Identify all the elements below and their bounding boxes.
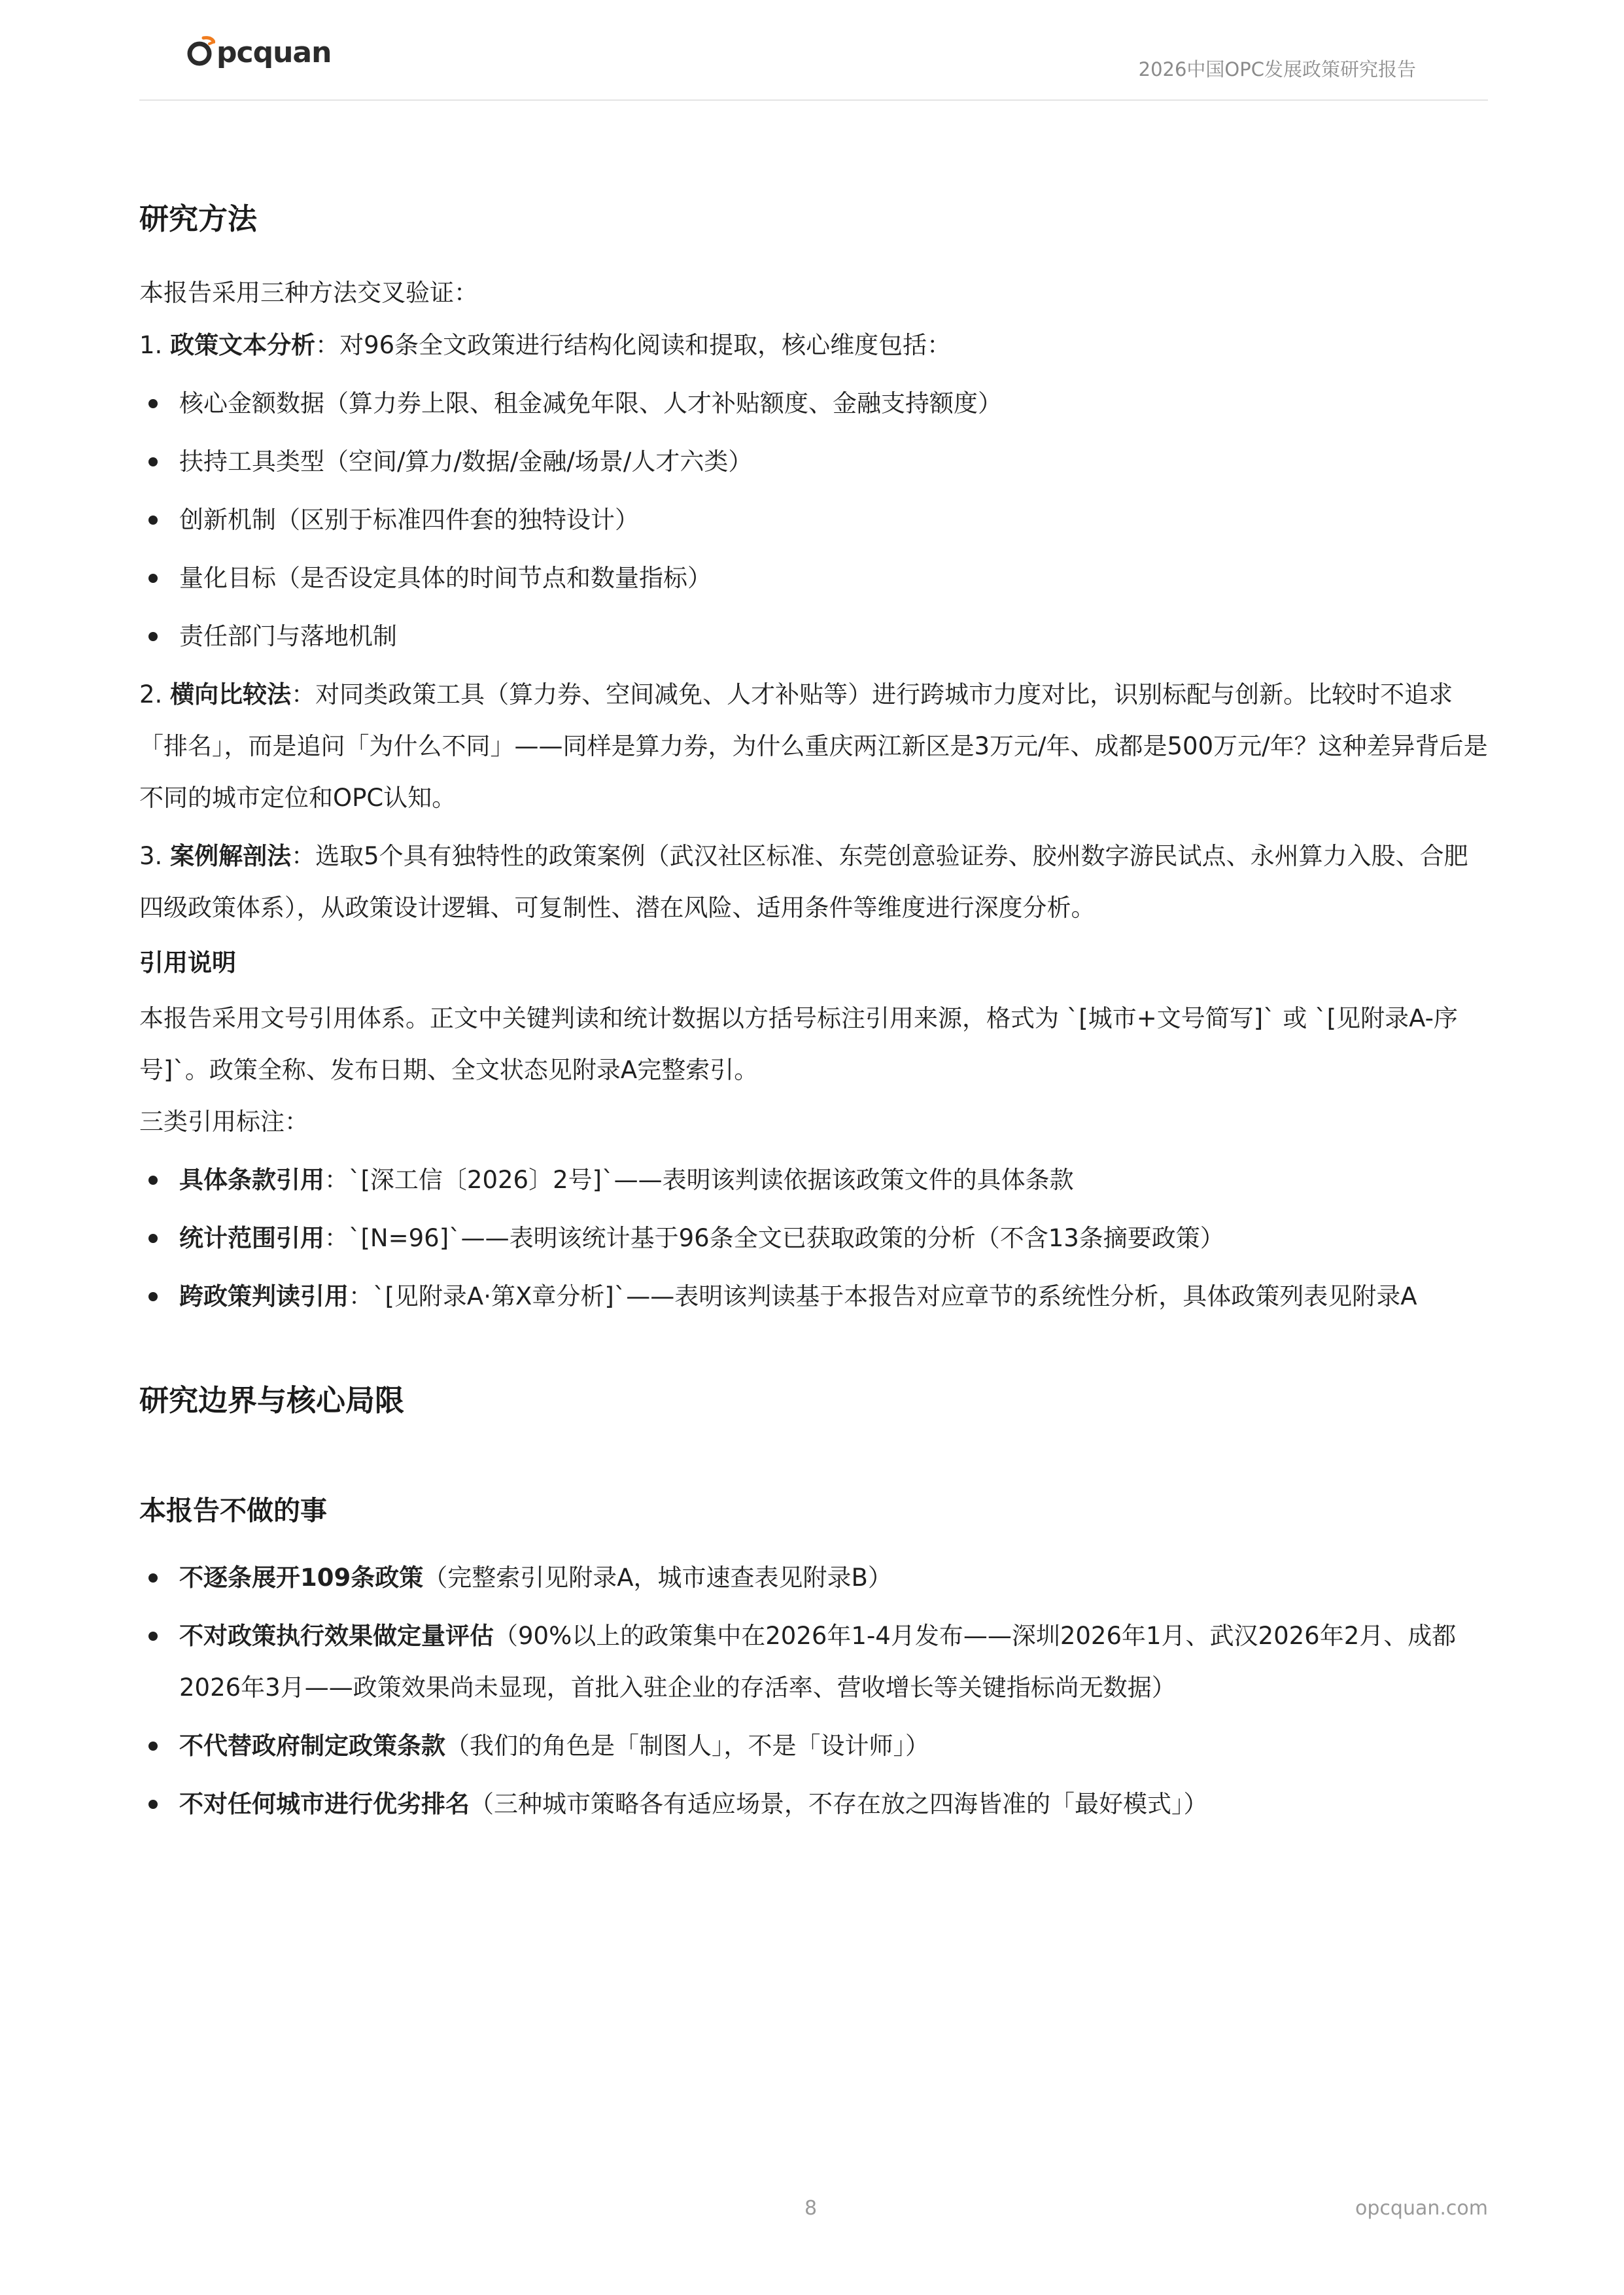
method-2-text: ：对同类政策工具（算力券、空间减免、人才补贴等）进行跨城市力度对比，识别标配与创新。比较时不追求「排名」，而是追问「为什么不同」——同样是算力券，为什么重庆两江新区是3万元/年、成都是500万元/年？这种差异背后是不同的城市定位和OPC认知。: [139, 680, 1488, 812]
method-1-number: 1.: [139, 331, 171, 359]
heading-research-boundary: 研究边界与核心局限: [139, 1383, 405, 1418]
heading-research-methods: 研究方法: [139, 201, 258, 236]
list-item: 不对任何城市进行优劣排名（三种城市策略各有适应场景，不存在放之四海皆准的「最好模式」）: [139, 1778, 1488, 1830]
logo-o-icon: [184, 34, 215, 71]
page-content: [139, 200, 1488, 1830]
report-title: 2026中国OPC发展政策研究报告: [1138, 58, 1416, 80]
method-3: [139, 830, 1488, 934]
logo-wordmark: pcquan: [216, 35, 332, 69]
heading-not-doing: 本报告不做的事: [139, 1495, 327, 1526]
heading-citation-notes: 引用说明: [139, 949, 236, 977]
page-header: [139, 33, 1488, 101]
method-2-number: 2.: [139, 680, 171, 709]
method-1-text: ：对96条全文政策进行结构化阅读和提取，核心维度包括：: [315, 331, 952, 359]
footer-site-link[interactable]: opcquan.com: [1355, 2197, 1488, 2220]
method-3-text: ：选取5个具有独特性的政策案例（武汉社区标准、东莞创意验证券、胶州数字游民试点、永州算力入股、合肥四级政策体系），从政策设计逻辑、可复制性、潜在风险、适用条件等维度进行深度分析。: [139, 842, 1468, 922]
list-item: 跨政策判读引用：`[见附录A·第X章分析]`——表明该判读基于本报告对应章节的系统性分析，具体政策列表见附录A: [139, 1270, 1488, 1322]
method-2-label: 横向比较法: [170, 680, 292, 709]
list-item: 具体条款引用：`[深工信〔2026〕2号]`——表明该判读依据该政策文件的具体条款: [139, 1154, 1488, 1206]
list-item: 创新机制（区别于标准四件套的独特设计）: [139, 494, 1488, 546]
method-1: [139, 319, 1488, 371]
bullet-icon: [148, 1800, 158, 1809]
list-item: 核心金额数据（算力券上限、租金减免年限、人才补贴额度、金融支持额度）: [139, 377, 1488, 429]
list-item: 不逐条展开109条政策（完整索引见附录A，城市速查表见附录B）: [139, 1552, 1488, 1603]
citation-list: [139, 1154, 1488, 1322]
method-3-label: 案例解剖法: [170, 842, 292, 870]
list-item: 不对政策执行效果做定量评估（90%以上的政策集中在2026年1-4月发布——深圳2026年1月、武汉2026年2月、成都2026年3月——政策效果尚未显现，首批入驻企业的存活率、营收增长等关键指标尚无数据）: [139, 1610, 1488, 1713]
citation-paragraph: 本报告采用文号引用体系。正文中关键判读和统计数据以方括号标注引用来源，格式为 `[城市+文号简写]` 或 `[见附录A-序号]`。政策全称、发布日期、全文状态见附录A完整索引。: [139, 1004, 1458, 1084]
method-3-number: 3.: [139, 842, 171, 870]
bullet-icon: [148, 1234, 158, 1243]
method-2: [139, 669, 1488, 824]
bullet-icon: [148, 1632, 158, 1641]
citation-types-intro: 三类引用标注：: [139, 1108, 309, 1136]
bullet-icon: [148, 1742, 158, 1751]
list-item: 扶持工具类型（空间/算力/数据/金融/场景/人才六类）: [139, 436, 1488, 487]
bullet-icon: [148, 574, 158, 583]
method-1-list: [139, 377, 1488, 662]
bullet-icon: [148, 516, 158, 525]
methods-intro: 本报告采用三种方法交叉验证：: [139, 279, 478, 307]
bullet-icon: [148, 632, 158, 641]
list-item: 不代替政府制定政策条款（我们的角色是「制图人」，不是「设计师」）: [139, 1720, 1488, 1772]
list-item: 量化目标（是否设定具体的时间节点和数量指标）: [139, 552, 1488, 604]
list-item: 责任部门与落地机制: [139, 610, 1488, 662]
bullet-icon: [148, 399, 158, 408]
method-1-label: 政策文本分析: [170, 331, 316, 359]
not-doing-list: [139, 1552, 1488, 1830]
page-number: 8: [804, 2197, 818, 2220]
bullet-icon: [148, 457, 158, 466]
list-item: 统计范围引用：`[N=96]`——表明该统计基于96条全文已获取政策的分析（不含13条摘要政策）: [139, 1212, 1488, 1264]
opcquan-logo: [184, 34, 331, 71]
bullet-icon: [148, 1292, 158, 1301]
bullet-icon: [148, 1573, 158, 1583]
bullet-icon: [148, 1176, 158, 1185]
